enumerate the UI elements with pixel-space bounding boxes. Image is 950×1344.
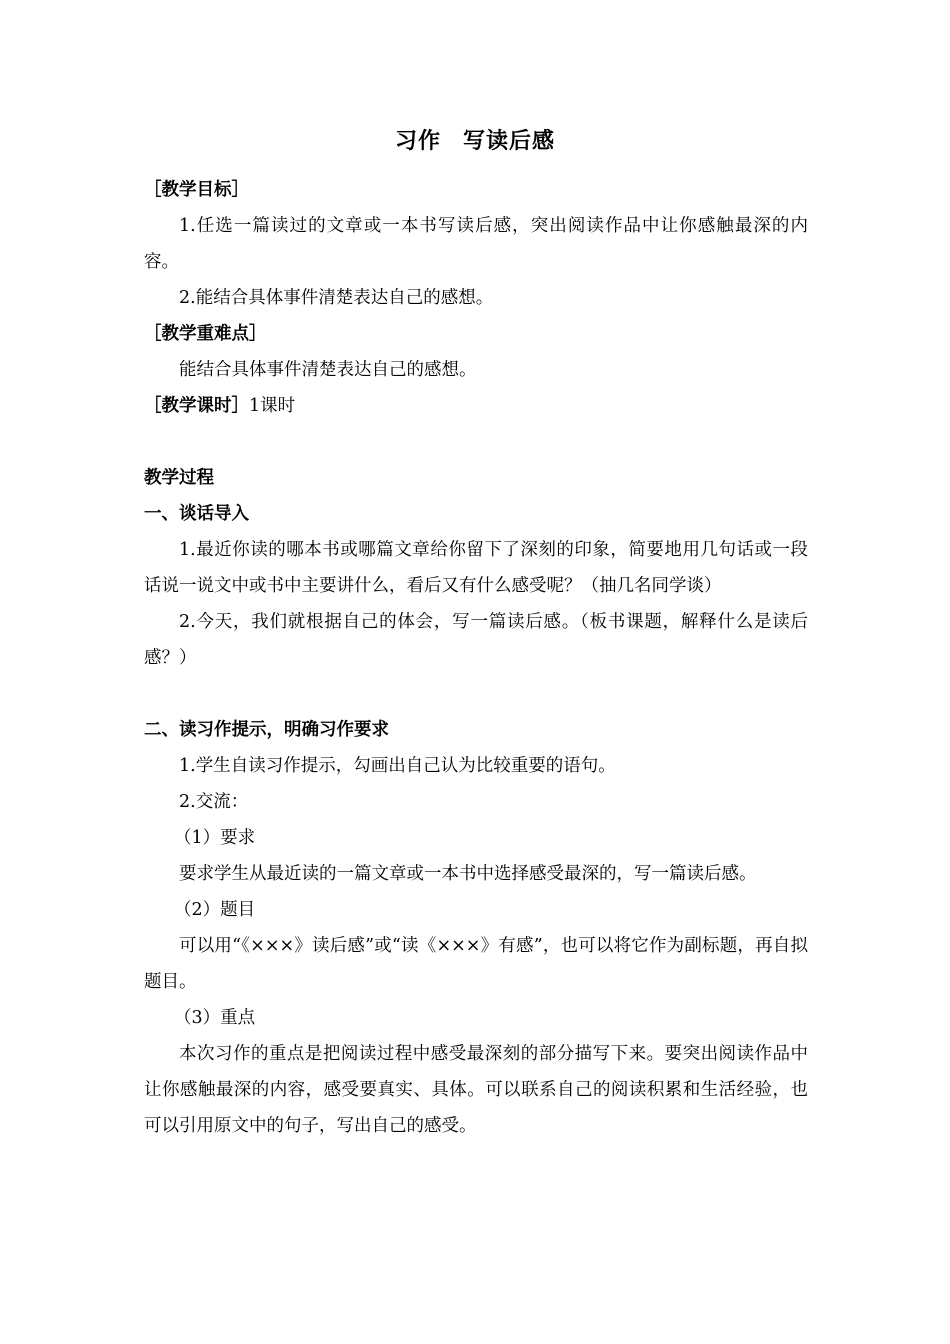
key-points-text: 能结合具体事件清楚表达自己的感想。 — [179, 360, 477, 380]
goals-item-2: 2.能结合具体事件清楚表达自己的感想。 — [179, 288, 494, 308]
section2-sub3-text: 本次习作的重点是把阅读过程中感受最深刻的部分描写下来。要突出阅读作品中让你感触最深的内容，感受要真实、具体。可以联系自己的阅读积累和生活经验，也可以引用原文中的句子，写出自己的感受。 — [144, 1044, 808, 1136]
section2-sub3-label: （3）重点 — [174, 1008, 256, 1028]
goals-heading: ［教学目标］ — [144, 180, 249, 200]
section2-item-2: 2.交流： — [179, 792, 249, 812]
section1-item-1: 1.最近你读的哪本书或哪篇文章给你留下了深刻的印象，简要地用几句话或一段话说一说文中或书中主要讲什么，看后又有什么感受呢？（抽几名同学谈） — [144, 540, 808, 596]
hours-line — [144, 388, 808, 424]
hours-heading: ［教学课时］ — [144, 396, 249, 416]
document-body — [144, 172, 808, 1144]
hours-value: 1课时 — [249, 396, 296, 416]
section2-sub2-label: （2）题目 — [174, 900, 256, 920]
title-part2: 写读后感 — [463, 129, 556, 154]
section2-sub2-text: 可以用“《×××》读后感”或“读《×××》有感”，也可以将它作为副标题，再自拟题目。 — [144, 936, 808, 992]
document-title — [0, 124, 950, 160]
section1-heading: 一、谈话导入 — [144, 504, 249, 524]
section2-sub1-text: 要求学生从最近读的一篇文章或一本书中选择感受最深的，写一篇读后感。 — [179, 864, 757, 884]
goals-item-1: 1.任选一篇读过的文章或一本书写读后感，突出阅读作品中让你感触最深的内容。 — [144, 216, 808, 272]
title-part1: 习作 — [394, 129, 441, 154]
key-points-heading: ［教学重难点］ — [144, 324, 267, 344]
section2-sub1-label: （1）要求 — [174, 828, 256, 848]
process-heading: 教学过程 — [144, 468, 214, 488]
section1-item-2: 2.今天，我们就根据自己的体会，写一篇读后感。（板书课题，解释什么是读后感？） — [144, 612, 808, 668]
section2-heading: 二、读习作提示，明确习作要求 — [144, 720, 389, 740]
section2-item-1: 1.学生自读习作提示，勾画出自己认为比较重要的语句。 — [179, 756, 616, 776]
